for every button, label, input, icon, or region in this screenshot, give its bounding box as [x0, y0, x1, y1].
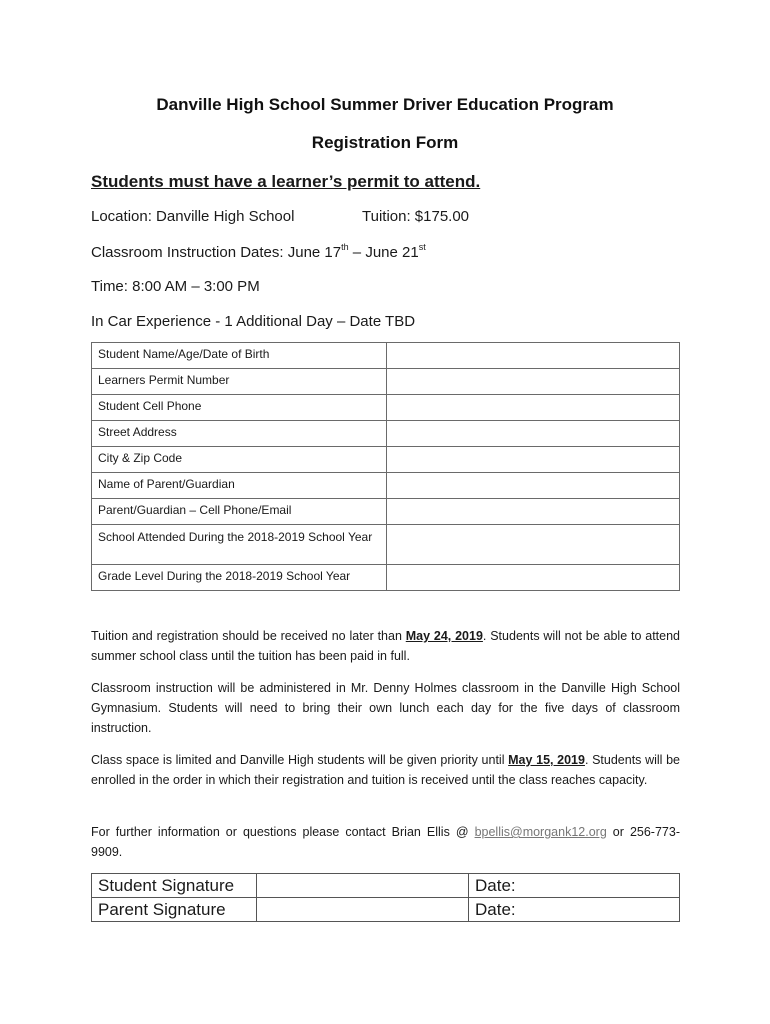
date-label: Date: — [475, 876, 516, 895]
field-label-cell-phone: Student Cell Phone — [92, 395, 387, 421]
field-input-grade-level[interactable] — [387, 565, 680, 591]
table-row — [92, 421, 680, 447]
dates-text: Classroom Instruction Dates: June 17th – June 21st — [91, 242, 426, 261]
email-link[interactable]: bpellis@morgank12.org — [474, 825, 607, 839]
parent-signature-label: Parent Signature — [92, 898, 257, 922]
field-input-cell-phone[interactable] — [387, 395, 680, 421]
priority-paragraph: Class space is limited and Danville High students will be given priority until May 15, 2019. Students will be enrolled in the order in which their registration and tuition is received until the class reaches capacity. — [91, 753, 680, 787]
date-label: Date: — [475, 900, 516, 919]
field-label-parent-name: Name of Parent/Guardian — [92, 473, 387, 499]
contact-paragraph: For further information or questions please contact Brian Ellis @ bpellis@morgank12.org or 256-773-9909. — [91, 825, 680, 859]
field-label-city-zip: City & Zip Code — [92, 447, 387, 473]
table-row — [92, 473, 680, 499]
field-input-permit-number[interactable] — [387, 369, 680, 395]
table-row — [92, 898, 680, 922]
tuition-text: Tuition: $175.00 — [362, 208, 470, 225]
table-row — [92, 395, 680, 421]
table-row — [92, 447, 680, 473]
table-row — [92, 369, 680, 395]
form-subtitle: Registration Form — [311, 133, 459, 152]
permit-requirement: Students must have a learner’s permit to attend. — [91, 172, 481, 191]
table-row — [92, 874, 680, 898]
signature-table — [91, 873, 680, 922]
table-row — [92, 565, 680, 591]
field-label-street-address: Street Address — [92, 421, 387, 447]
registration-table — [91, 342, 680, 591]
student-signature-label: Student Signature — [92, 874, 257, 898]
table-row — [92, 499, 680, 525]
time-text: Time: 8:00 AM – 3:00 PM — [91, 278, 260, 295]
field-label-grade-level: Grade Level During the 2018-2019 School Year — [92, 565, 387, 591]
field-label-permit-number: Learners Permit Number — [92, 369, 387, 395]
page-title: Danville High School Summer Driver Education Program — [156, 95, 614, 114]
parent-signature-field[interactable] — [257, 898, 469, 922]
classroom-paragraph: Classroom instruction will be administered in Mr. Denny Holmes classroom in the Danville High School Gymnasium. Students will need to bring their own lunch each day for the five days of classroom instruction. — [91, 681, 680, 735]
field-input-parent-name[interactable] — [387, 473, 680, 499]
in-car-text: In Car Experience - 1 Additional Day – Date TBD — [91, 313, 416, 330]
location-text: Location: Danville High School — [91, 208, 295, 225]
student-signature-field[interactable] — [257, 874, 469, 898]
student-date-field[interactable] — [469, 874, 680, 898]
tuition-deadline-paragraph: Tuition and registration should be received no later than May 24, 2019. Students will not be able to attend summer school class until the tuition has been paid in full. — [91, 629, 680, 663]
field-input-school-attended[interactable] — [387, 525, 680, 565]
field-input-city-zip[interactable] — [387, 447, 680, 473]
field-input-street-address[interactable] — [387, 421, 680, 447]
field-label-student-name: Student Name/Age/Date of Birth — [92, 343, 387, 369]
table-row — [92, 525, 680, 565]
field-input-student-name[interactable] — [387, 343, 680, 369]
parent-date-field[interactable] — [469, 898, 680, 922]
field-label-school-attended: School Attended During the 2018-2019 School Year — [92, 525, 387, 565]
table-row — [92, 343, 680, 369]
field-label-parent-contact: Parent/Guardian – Cell Phone/Email — [92, 499, 387, 525]
field-input-parent-contact[interactable] — [387, 499, 680, 525]
